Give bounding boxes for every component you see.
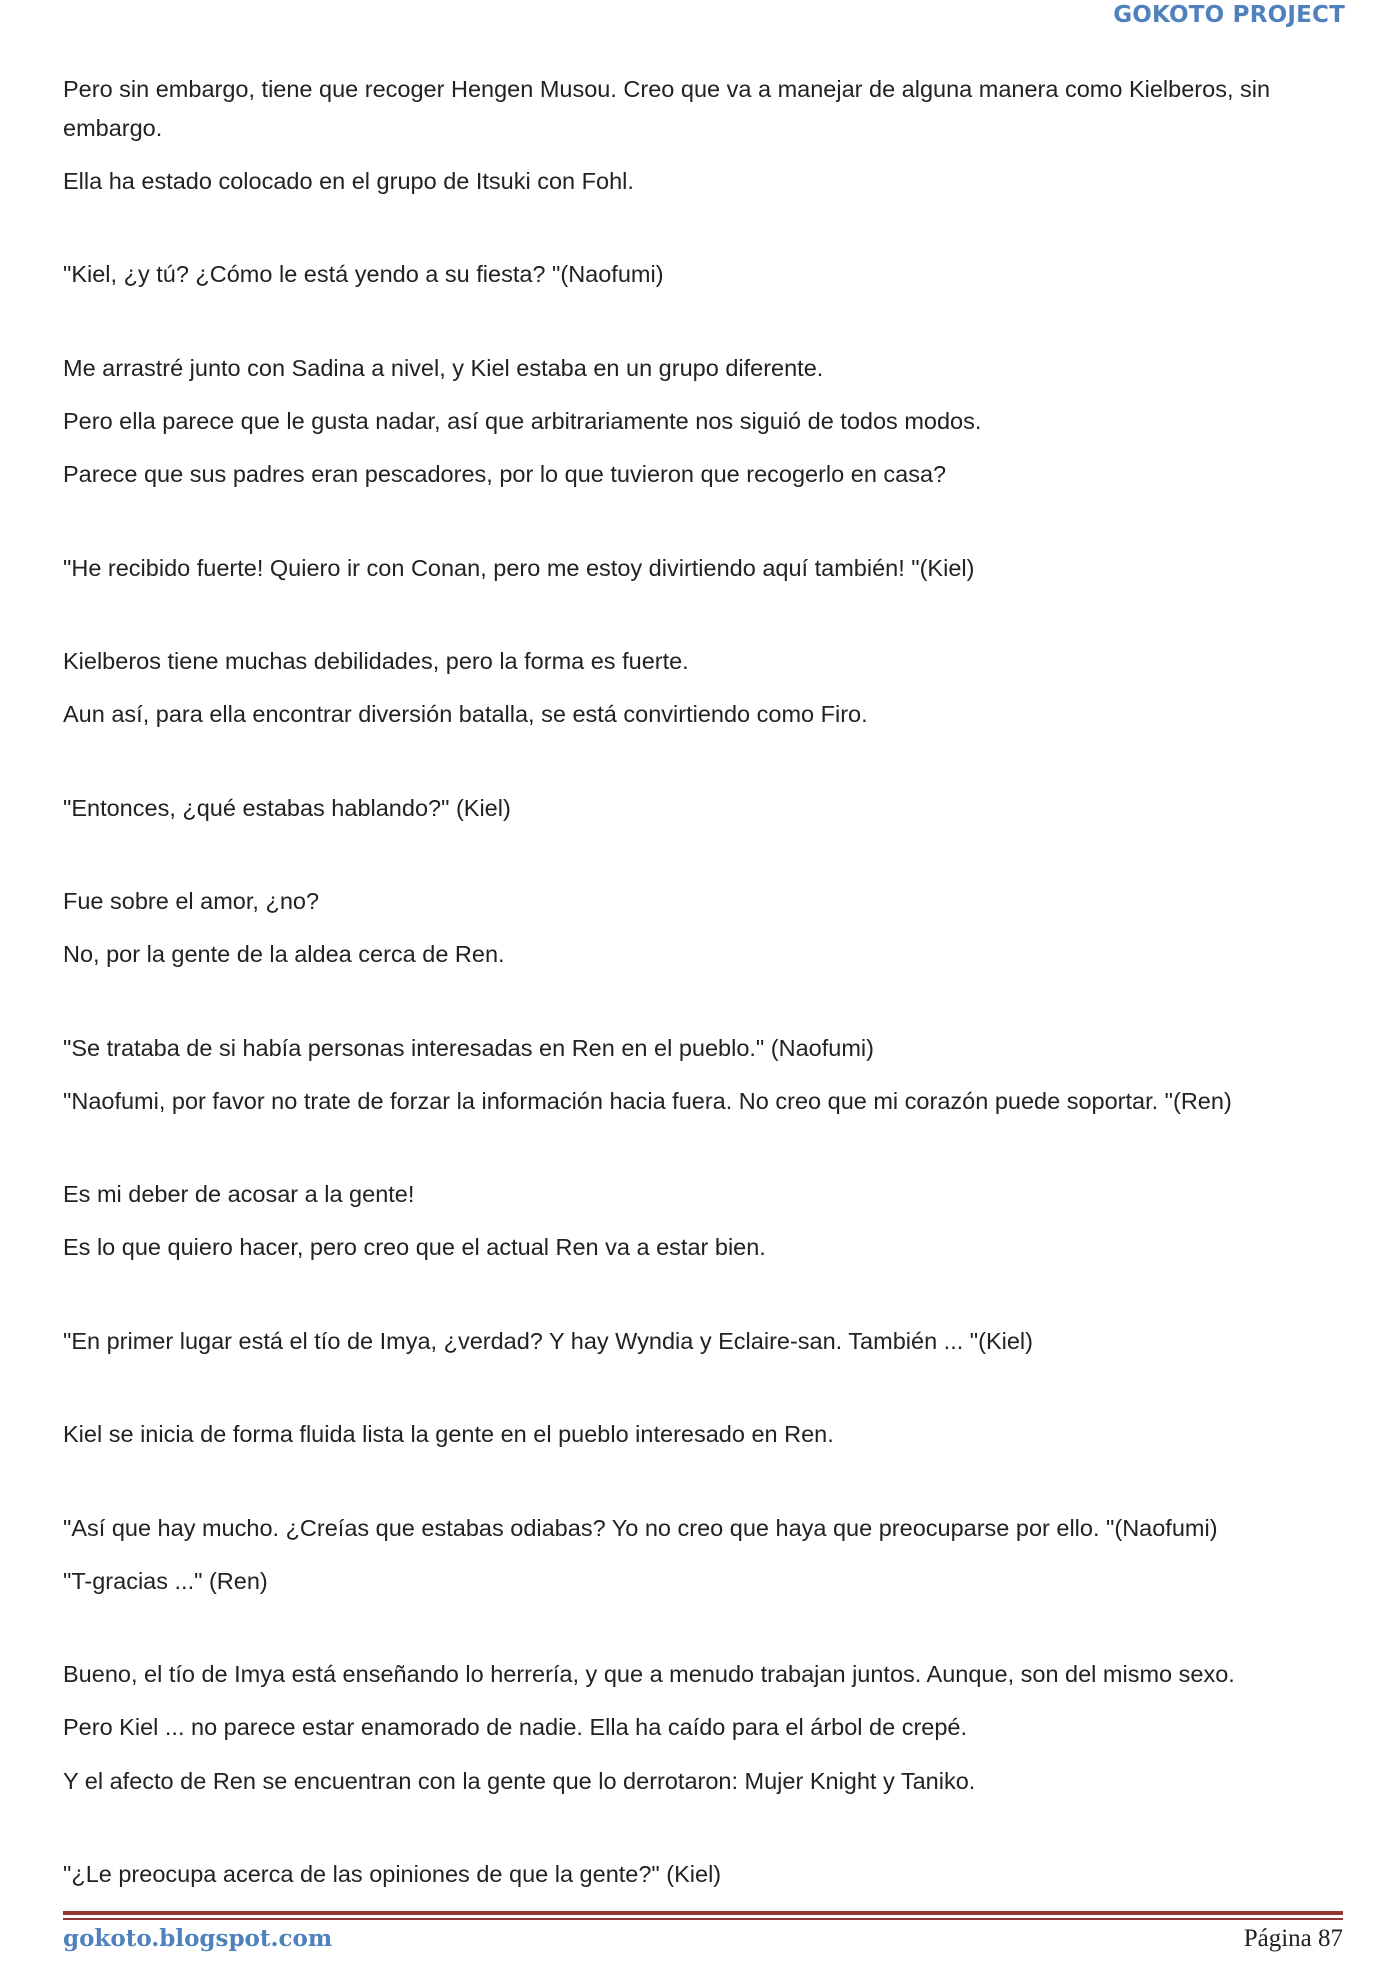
paragraph: Y el afecto de Ren se encuentran con la gente que lo derrotaron: Mujer Knight y Taniko.	[63, 1768, 976, 1794]
paragraph: "En primer lugar está el tío de Imya, ¿verdad? Y hay Wyndia y Eclaire-san. También ... "(Kiel)	[63, 1328, 1033, 1354]
paragraph: "¿Le preocupa acerca de las opiniones de que la gente?" (Kiel)	[63, 1861, 722, 1887]
paragraph: Es lo que quiero hacer, pero creo que el actual Ren va a estar bien.	[63, 1234, 766, 1260]
paragraph: Parece que sus padres eran pescadores, por lo que tuvieron que recogerlo en casa?	[63, 461, 947, 487]
paragraph: Bueno, el tío de Imya está enseñando lo herrería, y que a menudo trabajan juntos. Aunque, son del mismo sexo.	[63, 1661, 1235, 1687]
header-title: GOKOTO PROJECT	[1113, 2, 1345, 28]
footer-divider-thick	[63, 1911, 1343, 1915]
paragraph: "Naofumi, por favor no trate de forzar la información hacia fuera. No creo que mi corazón puede soportar. "(Ren)	[63, 1088, 1232, 1114]
footer-divider-thin	[63, 1918, 1343, 1920]
paragraph: Ella ha estado colocado en el grupo de Itsuki con Fohl.	[63, 168, 634, 194]
paragraph: "He recibido fuerte! Quiero ir con Conan, pero me estoy divirtiendo aquí también! "(Kiel)	[63, 555, 975, 581]
paragraph: Fue sobre el amor, ¿no?	[63, 888, 320, 914]
paragraph: Kielberos tiene muchas debilidades, pero la forma es fuerte.	[63, 648, 689, 674]
paragraph: Me arrastré junto con Sadina a nivel, y Kiel estaba en un grupo diferente.	[63, 355, 824, 381]
footer-site-url: gokoto.blogspot.com	[63, 1925, 333, 1952]
paragraph: "T-gracias ..." (Ren)	[63, 1568, 268, 1594]
paragraph: Pero Kiel ... no parece estar enamorado de nadie. Ella ha caído para el árbol de crepé.	[63, 1714, 968, 1740]
paragraph: Kiel se inicia de forma fluida lista la gente en el pueblo interesado en Ren.	[63, 1421, 834, 1447]
paragraph: Pero ella parece que le gusta nadar, así que arbitrariamente nos siguió de todos modos.	[63, 408, 982, 434]
paragraph: "Se trataba de si había personas interesadas en Ren en el pueblo." (Naofumi)	[63, 1035, 874, 1061]
paragraph: Pero sin embargo, tiene que recoger Hengen Musou. Creo que va a manejar de alguna manera como Kielberos, sin embargo.	[63, 76, 1271, 141]
paragraph: No, por la gente de la aldea cerca de Ren.	[63, 941, 505, 967]
paragraph: "Entonces, ¿qué estabas hablando?" (Kiel)	[63, 795, 511, 821]
paragraph: "Así que hay mucho. ¿Creías que estabas odiabas? Yo no creo que haya que preocuparse por ello. "(Naofumi)	[63, 1515, 1218, 1541]
paragraph: "Kiel, ¿y tú? ¿Cómo le está yendo a su fiesta? "(Naofumi)	[63, 261, 664, 287]
paragraph: Es mi deber de acosar a la gente!	[63, 1181, 415, 1207]
paragraph: Aun así, para ella encontrar diversión batalla, se está convirtiendo como Firo.	[63, 701, 868, 727]
footer-page-number: Página 87	[1243, 1925, 1343, 1952]
